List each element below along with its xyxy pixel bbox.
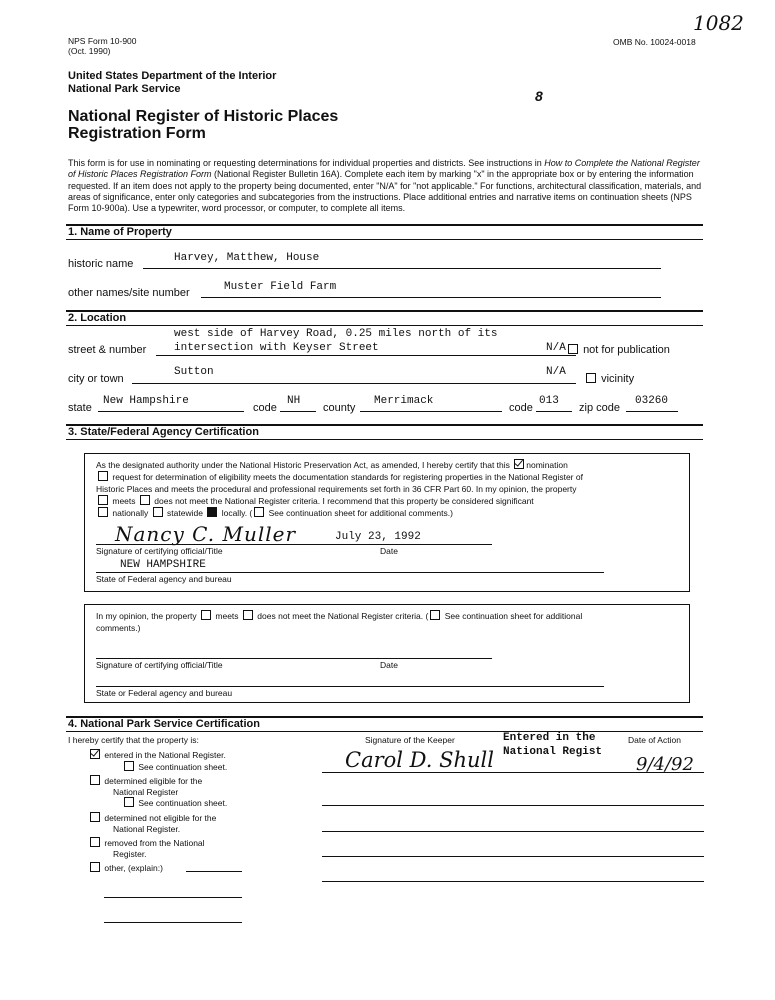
form-number: NPS Form 10-900	[68, 36, 137, 46]
divider	[66, 325, 703, 326]
department: United States Department of the Interior	[68, 70, 277, 82]
section-2-heading: 2. Location	[68, 312, 127, 324]
underline	[96, 544, 492, 545]
handwritten-number: 1082	[693, 11, 744, 35]
divider	[66, 731, 703, 732]
keeper-signature: Carol D. Shull	[345, 748, 494, 772]
underline	[280, 411, 316, 412]
determined-eligible-checkbox[interactable]	[90, 775, 100, 785]
other-names-label: other names/site number	[68, 287, 190, 299]
signature-date-value: July 23, 1992	[335, 531, 421, 543]
state-label: state	[68, 402, 92, 414]
not-for-publication-checkbox[interactable]	[568, 344, 578, 354]
intro-paragraph: This form is for use in nominating or requesting determinations for individual properties and districts. See instructions in How to Complete the National Register of Historic Places Registration Form (National Register Bulletin 16A). Complete each item by marking "x" in the appropriate box or by entering the information requested. If an item does not apply to the property being documented, enter "N/A" for "not applicable." For functions, architectural classification, materials, and areas of significance, enter only categories and subcategories from the instructions. Place additional entries and narrative items on continuation sheets (NPS Form 10-900a). Use a typewriter, word processor, or computer, to complete all items.	[68, 158, 702, 214]
certification-text: As the designated authority under the National Historic Preservation Act, as amended, I hereby certify that this nomination request for determination of eligibility meets the documentation standards for registering properties in the National Register of Historic Places and meets the procedural and professional requirements set forth in 36 CFR Part 60. In my opinion, the property meets does not meet the National Register criteria. I recommend that this property be considered significant nationally statewide locally. ( See continuation sheet for additional comments.)	[96, 460, 583, 518]
divider	[66, 310, 703, 312]
opinion-meets-checkbox[interactable]	[201, 610, 211, 620]
county-label: county	[323, 402, 356, 414]
section-1-heading: 1. Name of Property	[68, 226, 172, 238]
city-value: Sutton	[174, 366, 214, 378]
underline	[98, 411, 244, 412]
agency-value: NEW HAMPSHIRE	[120, 559, 206, 571]
underline	[96, 572, 604, 573]
removed-checkbox[interactable]	[90, 837, 100, 847]
date-label-2: Date	[380, 660, 398, 670]
street-value-line1: west side of Harvey Road, 0.25 miles north of its	[174, 328, 498, 340]
city-label: city or town	[68, 373, 124, 385]
does-not-meet-checkbox[interactable]	[140, 495, 150, 505]
county-value: Merrimack	[374, 395, 434, 407]
signature-label: Signature of certifying official/Title	[96, 546, 223, 556]
underline	[96, 658, 492, 659]
determined-eligible-option: determined eligible for the National Register	[88, 775, 202, 798]
underline	[536, 411, 572, 412]
agency-label-2: State or Federal agency and bureau	[96, 688, 233, 698]
action-date-label: Date of Action	[628, 735, 681, 745]
certifying-signature: Nancy C. Muller	[115, 522, 297, 546]
underline	[96, 686, 604, 687]
historic-name-value: Harvey, Matthew, House	[174, 252, 320, 264]
meets-checkbox[interactable]	[98, 495, 108, 505]
other-explain-line	[104, 897, 242, 898]
underline	[626, 411, 678, 412]
other-names-value: Muster Field Farm	[224, 281, 337, 293]
statewide-checkbox[interactable]	[153, 507, 163, 517]
opinion-does-not-meet-checkbox[interactable]	[243, 610, 253, 620]
underline	[360, 411, 502, 412]
county-code-label: code	[509, 402, 533, 414]
zip-label: zip code	[579, 402, 620, 414]
vicinity: vicinity	[584, 373, 634, 386]
other-explain-line	[104, 922, 242, 923]
section-3-heading: 3. State/Federal Agency Certification	[68, 426, 259, 438]
see-continuation-1: See continuation sheet.	[122, 761, 227, 772]
underline	[322, 831, 704, 832]
underline	[143, 268, 661, 269]
signature-label-2: Signature of certifying official/Title	[96, 660, 223, 670]
state-code-label: code	[253, 402, 277, 414]
page-title-line1: National Register of Historic Places	[68, 108, 339, 125]
see-continuation-2: See continuation sheet.	[122, 797, 227, 808]
vicinity-checkbox[interactable]	[586, 373, 596, 383]
other-explain-line	[186, 871, 242, 872]
underline	[322, 772, 704, 773]
date-label: Date	[380, 546, 398, 556]
county-code-value: 013	[539, 395, 559, 407]
city-na: N/A	[546, 366, 566, 378]
entered-checkbox[interactable]	[90, 749, 100, 759]
determined-not-eligible-option: determined not eligible for the National Register.	[88, 812, 216, 835]
underline	[322, 881, 704, 882]
determined-not-eligible-checkbox[interactable]	[90, 812, 100, 822]
form-date: (Oct. 1990)	[68, 46, 111, 56]
not-for-publication: not for publication	[566, 344, 670, 357]
nationally-checkbox[interactable]	[98, 507, 108, 517]
request-checkbox[interactable]	[98, 471, 108, 481]
service: National Park Service	[68, 83, 181, 95]
nomination-checkbox[interactable]	[514, 459, 524, 469]
locally-checkbox[interactable]	[207, 507, 217, 517]
underline	[322, 805, 704, 806]
street-value-line2: intersection with Keyser Street	[174, 342, 379, 354]
mark-8: 8	[535, 88, 543, 104]
street-label: street & number	[68, 344, 147, 356]
other-option: other, (explain:)	[88, 862, 163, 873]
underline	[156, 355, 576, 356]
underline	[201, 297, 661, 298]
divider	[66, 239, 703, 240]
other-checkbox[interactable]	[90, 862, 100, 872]
divider	[66, 439, 703, 440]
opinion-continuation-checkbox[interactable]	[430, 610, 440, 620]
page-title-line2: Registration Form	[68, 125, 206, 142]
certify-label: I hereby certify that the property is:	[68, 735, 199, 745]
continuation-checkbox[interactable]	[254, 507, 264, 517]
state-value: New Hampshire	[103, 395, 189, 407]
underline	[322, 856, 704, 857]
continuation-checkbox-1[interactable]	[124, 761, 134, 771]
street-na: N/A	[546, 342, 566, 354]
opinion-text: In my opinion, the property meets does not meet the National Register criteria. ( See continuation sheet for additional comments.)	[96, 611, 583, 633]
continuation-checkbox-2[interactable]	[124, 797, 134, 807]
agency-label: State of Federal agency and bureau	[96, 574, 232, 584]
zip-value: 03260	[635, 395, 669, 407]
keeper-label: Signature of the Keeper	[365, 735, 455, 745]
entered-option: entered in the National Register.	[88, 749, 226, 760]
historic-name-label: historic name	[68, 258, 134, 270]
state-code-value: NH	[287, 395, 301, 407]
entered-stamp: Entered in the National Regist	[503, 732, 603, 758]
action-date-value: 9/4/92	[636, 754, 694, 775]
underline	[132, 383, 576, 384]
removed-option: removed from the National Register.	[88, 837, 205, 860]
section-4-heading: 4. National Park Service Certification	[68, 718, 260, 730]
omb-number: OMB No. 10024-0018	[613, 37, 696, 47]
